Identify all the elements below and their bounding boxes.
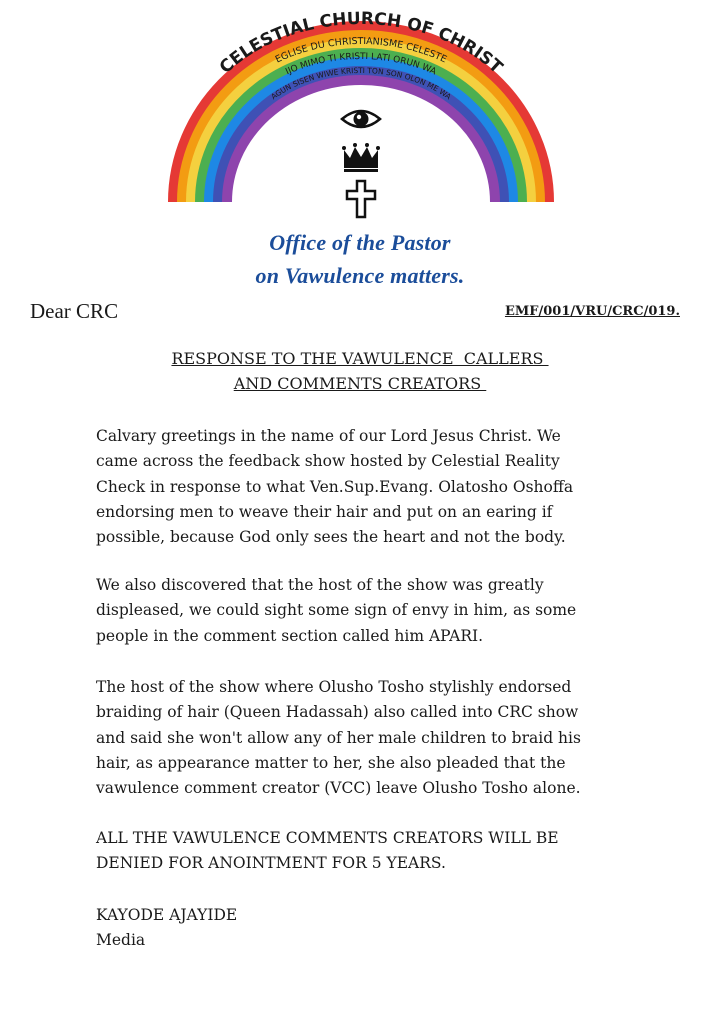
subject-line1: RESPONSE TO THE VAWULENCE CALLERS	[171, 349, 549, 368]
paragraph-line: ALL THE VAWULENCE COMMENTS CREATORS WILL BE	[96, 829, 559, 847]
paragraph-line: vawulence comment creator (VCC) leave Olusho Tosho alone.	[96, 779, 581, 798]
cross-icon	[347, 181, 375, 217]
paragraph-line: possible, because God only sees the heart and not the body.	[96, 528, 566, 547]
paragraph-line: displeased, we could sight some sign of envy in him, as some	[96, 601, 577, 620]
paragraph-line: endorsing men to weave their hair and put on an earing if	[96, 502, 553, 521]
signature-title: Media	[96, 931, 146, 950]
french-name-arc-text: EGLISE DU CHRISTIANISME CELESTE	[273, 35, 449, 66]
paragraph-line: Calvary greetings in the name of our Lord Jesus Christ. We	[96, 427, 561, 445]
paragraph-line: people in the comment section called him APARI.	[96, 626, 484, 645]
paragraph-verdict	[96, 826, 696, 877]
paragraph-line: braiding of hair (Queen Hadassah) also called into CRC show	[96, 703, 579, 722]
subject-line2: AND COMMENTS CREATORS	[233, 374, 487, 393]
signature-block	[96, 903, 696, 954]
paragraph-line: DENIED FOR ANOINTMENT FOR 5 YEARS.	[96, 854, 446, 873]
paragraph-line: hair, as appearance matter to her, she also pleaded that the	[96, 753, 566, 772]
paragraph-line: We also discovered that the host of the show was greatly	[96, 576, 544, 594]
office-title-line1: Office of the Pastor	[269, 230, 451, 255]
crown-icon	[342, 143, 380, 172]
paragraph-line: The host of the show where Olusho Tosho stylishly endorsed	[96, 678, 572, 696]
church-name-arc-text: CELESTIAL CHURCH OF CHRIST	[215, 8, 507, 78]
paragraph-discovery	[96, 573, 696, 649]
yoruba-name-arc-text: IJO MIMO TI KRISTI LATI ORUN WA	[284, 51, 438, 78]
eye-icon	[342, 111, 380, 127]
signature-name: KAYODE AJAYIDE	[96, 906, 238, 924]
paragraph-line: came across the feedback show hosted by Celestial Reality	[96, 452, 560, 471]
paragraph-line: and said she won't allow any of her male children to braid his	[96, 728, 581, 747]
office-title-line2: on Vawulence matters.	[255, 263, 465, 288]
gun-name-arc-text: AGUN SISEN WIWE KRISTI TON SON OLON ME WA	[269, 65, 453, 102]
paragraph-line: Check in response to what Ven.Sup.Evang. Olatosho Oshoffa	[96, 477, 574, 496]
reference-number: EMF/001/VRU/CRC/019.	[504, 304, 680, 319]
salutation: Dear CRC	[30, 299, 119, 323]
church-logo	[166, 2, 556, 220]
paragraph-host	[96, 675, 696, 801]
paragraph-greeting	[96, 424, 696, 550]
